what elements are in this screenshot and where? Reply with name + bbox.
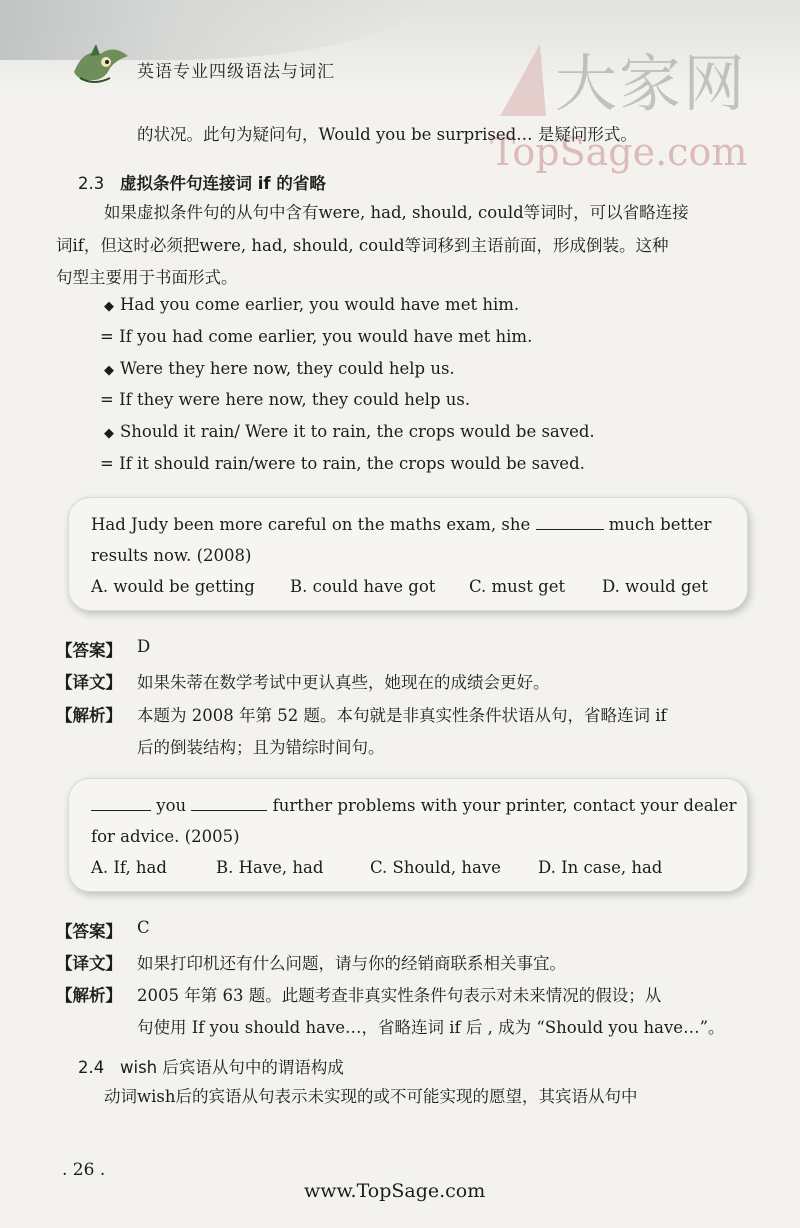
option-b: B. Have, had xyxy=(216,858,324,877)
example-line: ◆ Had you come earlier, you would have met him. xyxy=(104,295,520,314)
option-d: D. In case, had xyxy=(538,858,663,877)
footer-url: www.TopSage.com xyxy=(304,1180,486,1202)
analysis-line: 2005 年第 63 题。此题考查非真实性条件句表示对未来情况的假设；从 xyxy=(137,986,662,1005)
question-line: results now. (2008) xyxy=(91,546,252,565)
analysis-label: 【解析】 xyxy=(56,706,122,725)
analysis-line: 本题为 2008 年第 52 题。本句就是非真实性条件状语从句，省略连词 if xyxy=(137,706,667,725)
answer-label: 【答案】 xyxy=(56,922,122,941)
translation-label: 【译文】 xyxy=(56,954,122,973)
option-a: A. would be getting xyxy=(91,577,255,596)
analysis-line: 句使用 If you should have…，省略连词 if 后 , 成为 “Should you have…”。 xyxy=(137,1018,725,1037)
option-b: B. could have got xyxy=(290,577,436,596)
diamond-bullet-icon: ◆ xyxy=(104,426,114,441)
question-line: Had Judy been more careful on the maths exam, she much better xyxy=(91,515,712,534)
page-number: . 26 . xyxy=(62,1160,106,1180)
watermark-url: TopSage.com xyxy=(490,130,748,174)
diamond-bullet-icon: ◆ xyxy=(104,363,114,378)
question-line: you further problems with your printer, contact your dealer xyxy=(91,795,737,817)
intro-line: 的状况。此句为疑问句，Would you be surprised… 是疑问形式。 xyxy=(137,125,637,144)
answer-label: 【答案】 xyxy=(56,641,122,660)
section-number: 2.4 xyxy=(78,1058,105,1077)
example-line: = If you had come earlier, you would have met him. xyxy=(100,327,533,346)
watermark-cn: 大家网 xyxy=(555,47,748,120)
book-title: 英语专业四级语法与词汇 xyxy=(137,62,335,82)
section-title: 虚拟条件句连接词 if 的省略 xyxy=(120,174,326,193)
option-a: A. If, had xyxy=(91,858,167,877)
example-line: = If they were here now, they could help us. xyxy=(100,390,471,409)
section-heading-2-3 xyxy=(78,170,326,194)
translation-label: 【译文】 xyxy=(56,673,122,692)
analysis-line: 后的倒装结构；且为错综时间句。 xyxy=(137,738,385,757)
option-c: C. must get xyxy=(469,577,566,596)
answer-blank xyxy=(536,529,604,530)
para-line: 动词wish后的宾语从句表示未实现的或不可能实现的愿望，其宾语从句中 xyxy=(104,1087,638,1106)
para-line: 句型主要用于书面形式。 xyxy=(56,268,238,287)
answer-blank xyxy=(91,810,151,811)
section-number: 2.3 xyxy=(78,174,105,193)
mascot-icon xyxy=(70,42,132,86)
translation-text: 如果朱蒂在数学考试中更认真些，她现在的成绩会更好。 xyxy=(137,673,550,692)
translation-text: 如果打印机还有什么问题，请与你的经销商联系相关事宜。 xyxy=(137,954,566,973)
option-d: D. would get xyxy=(602,577,708,596)
section-title: wish 后宾语从句中的谓语构成 xyxy=(120,1058,344,1077)
example-line: ◆ Were they here now, they could help us. xyxy=(104,359,455,378)
para-line: 如果虚拟条件句的从句中含有were, had, should, could等词时，可以省略连接 xyxy=(104,203,689,222)
answer-value: D xyxy=(137,637,151,656)
option-c: C. Should, have xyxy=(370,858,501,877)
diamond-bullet-icon: ◆ xyxy=(104,299,114,314)
example-line: ◆ Should it rain/ Were it to rain, the crops would be saved. xyxy=(104,422,595,441)
example-line: = If it should rain/were to rain, the crops would be saved. xyxy=(100,454,585,473)
analysis-label: 【解析】 xyxy=(56,986,122,1005)
para-line: 词if，但这时必须把were, had, should, could等词移到主语前面，形成倒装。这种 xyxy=(56,236,669,255)
section-heading-2-4 xyxy=(78,1054,344,1078)
question-line: for advice. (2005) xyxy=(91,827,240,846)
answer-value: C xyxy=(137,918,150,937)
answer-blank xyxy=(191,810,267,811)
